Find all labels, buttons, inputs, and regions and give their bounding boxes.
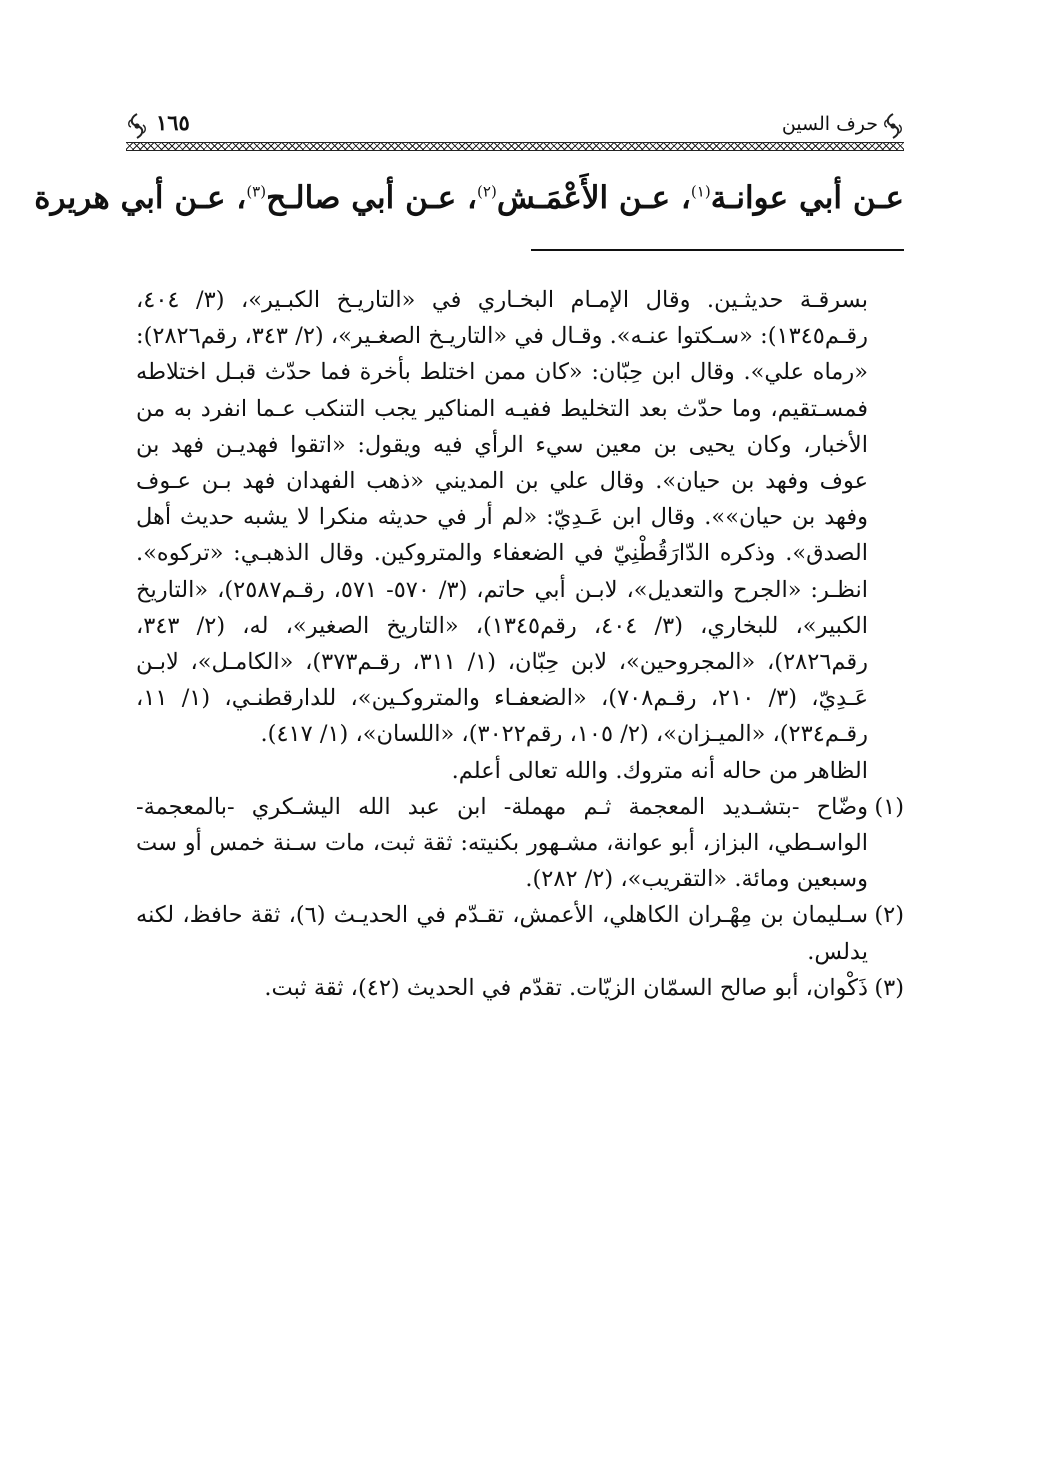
footnote-text: وضّاح -بتشـديد المعجمة ثـم مهملة- ابن عبد الله اليشـكري -بالمعجمة- الواسـطي، البزاز، أبو عوانة، مشـهور بكنيته: ثقة ثبت، مات سـنة خمس أو ست وسبعين ومائة. «التقريب»، (٢/ ٢٨٢). [136, 793, 868, 893]
footnote-number: (٢) [874, 902, 904, 929]
main-text-segment: ، عـن أبي هريرة [34, 180, 247, 216]
chapter-title: حرف السين [781, 113, 878, 135]
running-header [126, 108, 904, 154]
footnote-number: (٣) [874, 974, 904, 1001]
footnote-divider [531, 249, 904, 251]
page-number: ١٦٥ [156, 110, 190, 135]
footnote-ref-2: (٢) [477, 182, 497, 201]
main-text-line [34, 172, 904, 224]
main-text-segment: عـن أبي عوانـة [710, 180, 904, 216]
footnote-item-1 [136, 789, 904, 898]
footnote-ref-3: (٣) [246, 182, 267, 201]
footnote-number: (١) [874, 793, 904, 820]
header-ornament-left-icon [126, 112, 148, 140]
footnote-item-3 [136, 970, 904, 1006]
footnote-item-2 [136, 897, 904, 969]
main-text-segment: ، عـن الأَعْمَـش [496, 180, 691, 216]
footnote-conclusion: الظاهر من حاله أنه متروك. والله تعالى أعلم. [451, 757, 868, 784]
main-text-segment: ، عـن أبي صالـح [266, 180, 478, 216]
footnote-continuation: بسرقـة حديثـين. وقال الإمـام البخـاري في «التاريـخ الكبـير»، (٣/ ٤٠٤، رقـم١٣٤٥): «سـكتوا عنـه». وقـال في «التاريـخ الصغـير»، (٢/ ٣٤٣، رقم٢٨٢٦): «رماه علي». وقال ابن حِبّان: «كان ممن اختلط بأخرة فما حدّث قبـل اختلاطه فمسـتقيم، وما حدّث بعد التخليط ففيـه المناكير يجب التنكب عـما انفرد به من الأخبار، وكان يحيى بن معين سيء الرأي فيه ويقول: «اتقوا فهديـن فهد بن عوف وفهد بن حيان». وقال علي بن المديني «ذهب الفهدان فهد بـن عـوف وفهد بن حيان»». وقال ابن عَـدِيّ: «لم أر في حديثه منكرا لا يشبه حديث أهل الصدق». وذكره الدّارَقُطْنِيّ في الضعفاء والمتروكين. وقال الذهبـي: «تركوه». انظـر: «الجرح والتعديل»، لابـن أبي حاتم، (٣/ ٥٧٠- ٥٧١، رقـم٢٥٨٧)، «التاريخ الكبير»، للبخاري، (٣/ ٤٠٤، رقم١٣٤٥)، «التاريخ الصغير»، له، (٢/ ٣٤٣، رقم٢٨٢٦)، «المجروحين»، لابن حِبّان، (١/ ٣١١، رقـم٣٧٣)، «الكامـل»، لابـن عَـدِيّ، (٣/ ٢١٠، رقـم٧٠٨)، «الضعفـاء والمتروكـين»، للدارقطنـي، (١/ ١١، رقـم٢٣٤)، «الميـزان»، (٢/ ١٠٥، رقم٣٠٢٢)، «اللسان»، (١/ ٤١٧). [136, 287, 869, 748]
header-ornament-right-icon [882, 112, 904, 140]
header-rule [126, 142, 904, 151]
footnote-text: ذَكْوان، أبو صالح السمّان الزيّات. تقدّم في الحديث (٤٢)، ثقة ثبت. [264, 974, 868, 1001]
footnote-text: سـليمان بن مِهْـران الكاهلي، الأعمش، تقـدّم في الحديـث (٦)، ثقة حافظ، لكنه يدلس. [136, 902, 868, 965]
footnote-ref-1: (١) [690, 182, 711, 201]
footnotes-block [136, 282, 904, 1006]
